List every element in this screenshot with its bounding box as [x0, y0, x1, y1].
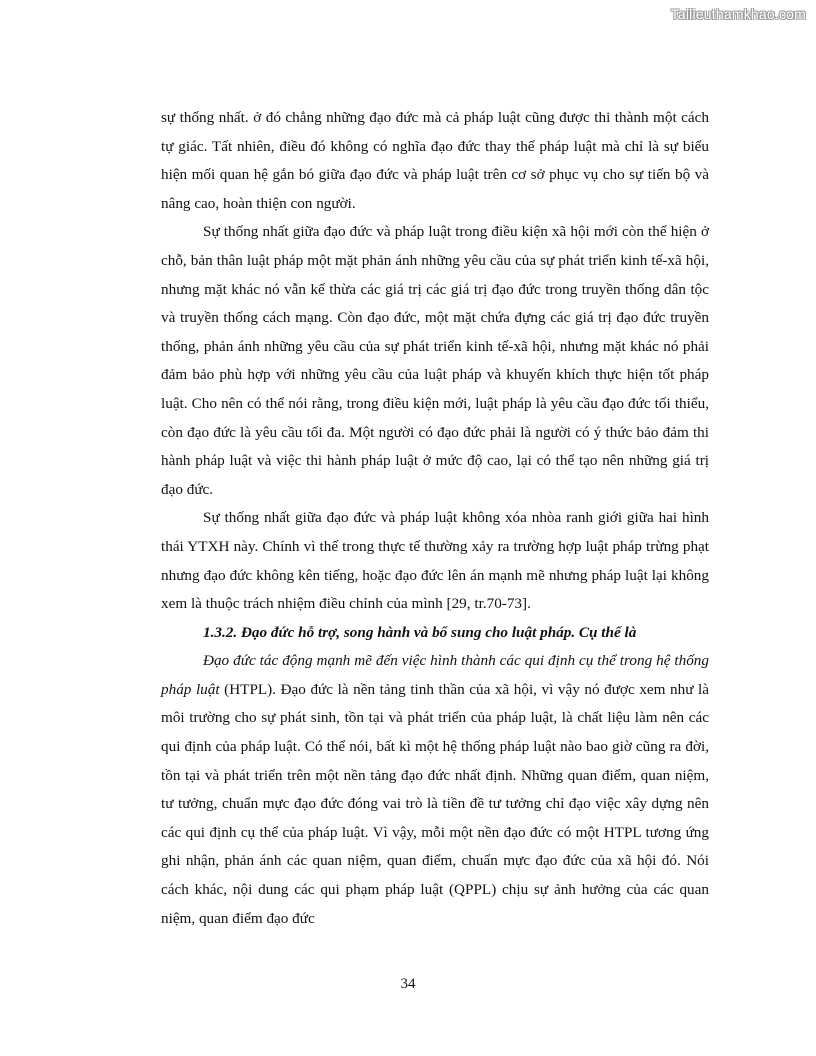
paragraph-boundary: Sự thống nhất giữa đạo đức và pháp luật không xóa nhòa ranh giới giữa hai hình thái YTXH này. Chính vì thế trong thực tế thường xảy ra trường hợp luật pháp trừng phạt nhưng đạo đức không kên tiếng, hoặc đạo đức lên án mạnh mẽ nhưng pháp luật lại không xem là thuộc trách nhiệm điều chỉnh của mình [29, tr.70-73].	[161, 509, 709, 613]
paragraph-ethics-influence	[161, 647, 709, 933]
page-number: 34	[400, 976, 416, 992]
paragraph-rest-text: (HTPL). Đạo đức là nền tảng tinh thần của xã hội, vì vậy nó được xem như là môi trường cho sự phát sinh, tồn tại và phát triển của pháp luật, là chất liệu làm nên các qui định của pháp luật. Có thể nói, bất kì một hệ thống pháp luật nào bao giờ cũng ra đời, tồn tại và phát triển trên một nền tảng đạo đức nhất định. Những quan điểm, quan niệm, tư tưởng, chuẩn mực đạo đức đóng vai trò là tiền đề tư tưởng chỉ đạo việc xây dựng nên các qui định cụ thể của pháp luật. Vì vậy, mỗi một nền đạo đức có một HTPL tương ứng ghi nhận, phản ánh các quan niệm, quan điểm, chuẩn mực đạo đức của xã hội đó. Nói cách khác, nội dung các qui phạm pháp luật (QPPL) chịu sự ảnh hưởng của các quan niệm, quan điểm đạo đức	[161, 680, 709, 927]
document-body	[161, 104, 709, 933]
italic-lead-text: Đạo đức tác động mạnh mẽ đến việc hình thành các qui định cụ thể trong hệ thống pháp luật	[161, 652, 709, 698]
section-heading: 1.3.2. Đạo đức hỗ trợ, song hành và bổ sung cho luật pháp. Cụ thể là	[203, 623, 637, 641]
paragraph-continuation: sự thống nhất. ở đó chẳng những đạo đức mà cả pháp luật cũng được thi thành một cách tự giác. Tất nhiên, điều đó không có nghĩa đạo đức thay thế pháp luật mà chỉ là sự biểu hiện mối quan hệ gắn bó giữa đạo đức và pháp luật trên cơ sở phục vụ cho sự tiến bộ và nâng cao, hoàn thiện con người.	[161, 109, 709, 212]
paragraph-unity: Sự thống nhất giữa đạo đức và pháp luật trong điều kiện xã hội mới còn thể hiện ở chỗ, bản thân luật pháp một mặt phản ánh những yêu cầu của sự phát triển kinh tế-xã hội, nhưng mặt khác nó vẫn kế thừa các giá trị các giá trị đạo đức trong truyền thống dân tộc và truyền thống cách mạng. Còn đạo đức, một mặt chứa đựng các giá trị đạo đức truyền thống, phản ánh những yêu cầu của sự phát triển kinh tế-xã hội, nhưng mặt khác nó phải đảm bảo phù hợp với những yêu cầu của luật pháp và khuyến khích thực hiện tốt pháp luật. Cho nên có thể nói rằng, trong điều kiện mới, luật pháp là yêu cầu đạo đức tối thiểu, còn đạo đức là yêu cầu tối đa. Một người có đạo đức phải là người có ý thức bảo đảm thi hành pháp luật và việc thi hành pháp luật ở mức độ cao, lại có thể tạo nên những giá trị đạo đức.	[161, 223, 709, 498]
watermark-text: Tailieuthamkhao.com	[670, 6, 806, 22]
